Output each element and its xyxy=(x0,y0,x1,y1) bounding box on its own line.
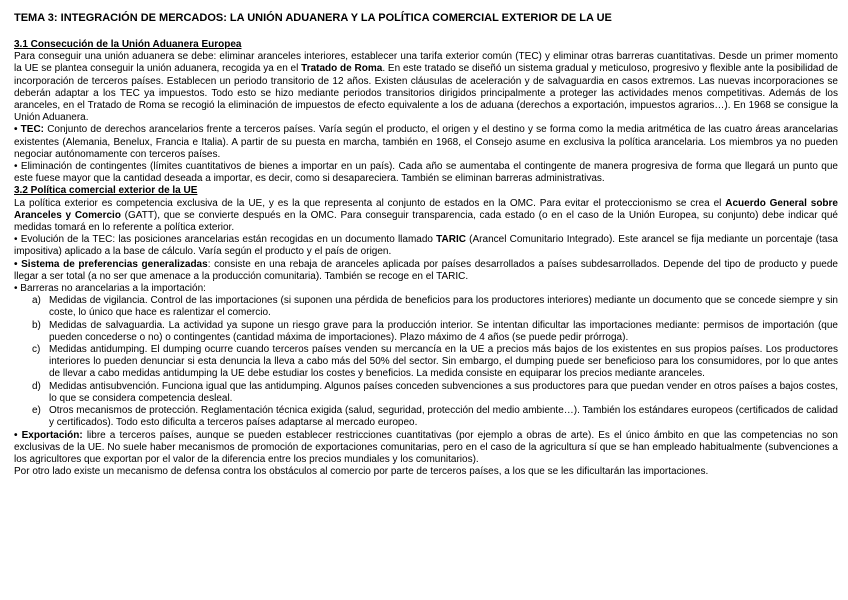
barreras-list xyxy=(14,295,838,429)
list-marker: b) xyxy=(32,319,41,331)
paragraph-eliminacion-contingentes: • Eliminación de contingentes (límites cuantitativos de bienes a importar en un país). Cada año se aumentaba el contingente de manera progresiva de forma que llegará un punto que este fuese mayor que la cantidad deseada a importar, es decir, como si desapareciera. También se eliminan barreras administrativas. xyxy=(14,161,838,185)
list-marker: e) xyxy=(32,405,41,417)
list-marker: d) xyxy=(32,380,41,392)
paragraph-mecanismo-defensa: Por otro lado existe un mecanismo de defensa contra los obstáculos al comercio por parte de terceros países, a los que se les dificultarán las importaciones. xyxy=(14,466,709,478)
list-item: b) Medidas de salvaguardia. La actividad ya supone un riesgo grave para la producción interior. Se intentan dificultar las importaciones mediante: permisos de importación (que pueden concederse o no) o contingentes (cantidad máxima de importaciones). Plazo máximo de 4 años (se puede pedir prórroga). xyxy=(32,319,838,343)
paragraph-politica-exterior: La política exterior es competencia exclusiva de la UE, y es la que representa al conjunto de estados en la OMC. Para evitar el proteccionismo se crea el Acuerdo General sobre Aranceles y Comercio (GATT), que se convierte después en la OMC. Para conseguir transparencia, cada estado (o en el caso de la Unión Europea, su conjunto) debe indicar qué medidas tomará en lo referente a política exterior. xyxy=(14,197,838,234)
section-heading-3-2: 3.2 Política comercial exterior de la UE xyxy=(14,185,198,197)
paragraph-union-aduanera: Para conseguir una unión aduanera se debe: eliminar aranceles interiores, establecer una tarifa exterior común (TEC) y eliminar otras barreras cuantitativas. Desde un primer momento la UE se plantea conseguir la unión aduanera, recogida ya en el Tratado de Roma. En este tratado se diseñó un sistema gradual y meticuloso, progresivo y flexible ante la posibilidad de incorporación de terceros países. Establecen un periodo transitorio de 12 años. Existen cláusulas de aceleración y de salvaguardia en casos extremos. Las nuevas incorporaciones se deberán adaptar a los TEC ya impuestos. Todo esto se hizo mediante periodos transitorios dirigidos principalmente a proteger las actividades menos competitivas. Además de los aranceles, en el Tratado de Roma se recogió la eliminación de impuestos de efecto equivalente a los de aduana (derechos a exportación, impuestos agrarios…). En 1968 se consigue la Unión Aduanera. xyxy=(14,51,838,124)
section-heading-3-1: 3.1 Consecución de la Unión Aduanera Europea xyxy=(14,39,242,50)
list-item: d) Medidas antisubvención. Funciona igual que las antidumping. Algunos países conceden subvenciones a sus productores para que puedan vender en otros países a bajos costes, lo que se considera competencia desleal. xyxy=(32,380,838,404)
bold-tratado-de-roma: Tratado de Roma xyxy=(301,63,383,75)
bold-tec: • TEC: xyxy=(14,124,45,136)
document-title: TEMA 3: INTEGRACIÓN DE MERCADOS: LA UNIÓN ADUANERA Y LA POLÍTICA COMERCIAL EXTERIOR DE LA UE xyxy=(14,12,612,24)
paragraph-sistema-preferencias: • Sistema de preferencias generalizadas: consiste en una rebaja de aranceles aplicada por países desarrollados a países subdesarrollados. Depende del tipo de producto y puede llegar a ser total (a no ser que amenace a la producción comunitaria). También se recoge en el TARIC. xyxy=(14,258,838,282)
list-item: a) Medidas de vigilancia. Control de las importaciones (si suponen una pérdida de beneficios para los productores interiores) mediante un documento que se concede siempre y sin coste, lo único que hace es ralentizar el comercio. xyxy=(32,295,838,319)
paragraph-exportacion: • Exportación: libre a terceros países, aunque se pueden establecer restricciones cuantitativas (por ejemplo a obras de arte). Es el único ámbito en que las competencias no son exclusivas de la UE. No suele haber mecanismos de promoción de exportaciones comunitarias, pero en el caso de la agricultura sí que se han empleado habitualmente (subvenciones a los agricultores que exportan por el valor de la diferencia entre los precios mundiales y los comunitarios). xyxy=(14,429,838,465)
paragraph-tec: • TEC: Conjunto de derechos arancelarios frente a terceros países. Varía según el producto, el origen y el destino y se forma como la media aritmética de las cuatro áreas arancelarias existentes (Alemania, Benelux, Francia e Italia). A partir de su puesta en marcha, también en 1968, el Consejo asume en exclusiva la política arancelaria. Los miembros ya no pueden negociar autónomamente con terceros países. xyxy=(14,124,839,160)
bold-taric: TARIC xyxy=(436,234,466,246)
paragraph-evolucion-tec: • Evolución de la TEC: las posiciones arancelarias están recogidas en un documento llamado TARIC (Arancel Comunitario Integrado). Este arancel se fija mediante un porcentaje (tasa impositiva) aplicado a la base de cálculo. Varía según el producto y el país de origen. xyxy=(14,234,838,258)
list-marker: c) xyxy=(32,344,41,356)
document-page xyxy=(14,12,838,478)
bold-sistema-preferencias: • Sistema de preferencias generalizadas xyxy=(14,258,208,270)
bold-gatt: Acuerdo General sobre Aranceles y Comercio xyxy=(14,197,838,221)
bold-exportacion: • Exportación: xyxy=(14,429,83,441)
list-item: c) Medidas antidumping. El dumping ocurre cuando terceros países venden su mercancía en la UE a precios más bajos de los existentes en sus propios países. Los productores interiores lo pueden denunciar si esta denuncia la lleva a cabo más del 50% del sector. Sin embargo, el dumping puede ser beneficioso para los consumidores, por lo que antes de llevar a cabo medidas antidumping la UE debe estudiar los costes y beneficios. La medida consiste en equiparar los precios mediante aranceles. xyxy=(32,344,838,380)
list-item: e) Otros mecanismos de protección. Reglamentación técnica exigida (salud, seguridad, protección del medio ambiente…). También los estándares europeos (certificados de calidad y certificados). Todo esto dificulta a terceros países adaptarse al mercado europeo. xyxy=(32,405,838,429)
list-marker: a) xyxy=(32,295,41,307)
paragraph-barreras: • Barreras no arancelarias a la importación: xyxy=(14,283,206,295)
